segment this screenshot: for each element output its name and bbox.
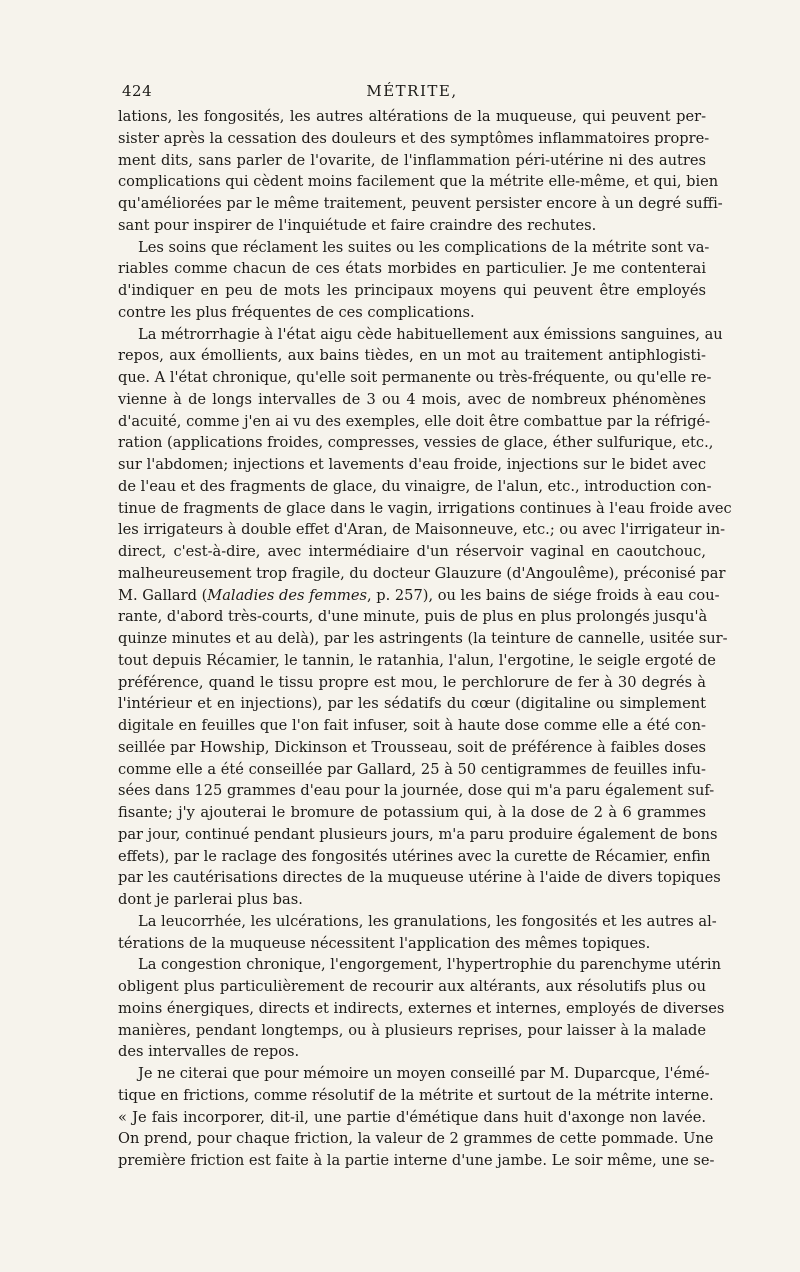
text-line: qu'améliorées par le même traitement, peuvent persister encore à un degré suffi- <box>118 195 723 212</box>
text-line: sées dans 125 grammes d'eau pour la journée, dose qui m'a paru également suf- <box>118 782 715 800</box>
text-line: La congestion chronique, l'engorgement, l'hypertrophie du parenchyme utérin <box>138 956 721 974</box>
text-line: de l'eau et des fragments de glace, du vinaigre, de l'alun, etc., introduction con- <box>118 477 712 495</box>
text-line: préférence, quand le tissu propre est mou, le perchlorure de fer à 30 degrés à <box>118 673 706 691</box>
text-segment: , p. 257), ou les bains de siége froids à eau cou- <box>367 586 720 604</box>
text-line: complications qui cèdent moins facilement que la métrite elle-même, et qui, bien <box>118 173 719 191</box>
text-line: dont je parlerai plus bas. <box>118 891 303 908</box>
text-line: « Je fais incorporer, dit-il, une partie d'émétique dans huit d'axonge non lavée. <box>118 1108 706 1126</box>
text-line <box>118 585 720 607</box>
text-line: moins énergiques, directs et indirects, externes et internes, employés de diverses <box>118 999 725 1017</box>
text-line: manières, pendant longtemps, ou à plusieurs reprises, pour laisser à la malade <box>118 1021 706 1039</box>
italic-title: Maladies des femmes <box>207 586 367 604</box>
text-line: vienne à de longs intervalles de 3 ou 4 mois, avec de nombreux phénomènes <box>118 390 706 408</box>
text-line: comme elle a été conseillée par Gallard, 25 à 50 centigrammes de feuilles infu- <box>118 760 706 778</box>
text-line: ration (applications froides, compresses, vessies de glace, éther sulfurique, etc., <box>118 434 714 452</box>
text-line: lations, les fongosités, les autres altérations de la muqueuse, qui peuvent per- <box>118 108 706 125</box>
text-line: On prend, pour chaque friction, la valeur de 2 grammes de cette pommade. Une <box>118 1130 714 1148</box>
text-line: tinue de fragments de glace dans le vagin, irrigations continues à l'eau froide avec <box>118 499 732 517</box>
text-line: La leucorrhée, les ulcérations, les granulations, les fongosités et les autres al- <box>138 912 717 930</box>
text-line: obligent plus particulièrement de recourir aux altérants, aux résolutifs plus ou <box>118 978 706 995</box>
text-line: d'acuité, comme j'en ai vu des exemples, elle doit être combattue par la réfrigé- <box>118 412 711 430</box>
text-line: d'indiquer en peu de mots les principaux moyens qui peuvent être employés <box>118 282 706 299</box>
body-text <box>118 106 732 1172</box>
running-head <box>118 82 706 104</box>
text-line: ment dits, sans parler de l'ovarite, de l'inflammation péri-utérine ni des autres <box>118 151 706 169</box>
text-line: quinze minutes et au delà), par les astringents (la teinture de cannelle, usitée sur- <box>118 630 728 647</box>
text-line: tique en frictions, comme résolutif de la métrite et surtout de la métrite interne. <box>118 1086 714 1104</box>
text-line: riables comme chacun de ces états morbides en particulier. Je me contenterai <box>118 260 706 278</box>
text-line: sister après la cessation des douleurs et des symptômes inflammatoires propre- <box>118 129 710 147</box>
text-line: repos, aux émollients, aux bains tièdes, en un mot au traitement antiphlogisti- <box>118 347 706 365</box>
text-segment: M. Gallard ( <box>118 586 208 604</box>
text-line: l'intérieur et en injections), par les sédatifs du cœur (digitaline ou simplement <box>118 695 706 713</box>
text-line: contre les plus fréquentes de ces complications. <box>118 303 475 321</box>
text-line: tout depuis Récamier, le tannin, le ratanhia, l'alun, l'ergotine, le seigle ergoté de <box>118 651 716 669</box>
text-line: digitale en feuilles que l'on fait infuser, soit à haute dose comme elle a été con- <box>118 717 706 734</box>
text-line: par jour, continué pendant plusieurs jours, m'a paru produire également de bons <box>118 825 718 843</box>
text-line: rante, d'abord très-courts, d'une minute, puis de plus en plus prolongés jusqu'à <box>118 608 708 626</box>
text-line: malheureusement trop fragile, du docteur Glauzure (d'Angoulême), préconisé par <box>118 564 726 582</box>
text-line: direct, c'est-à-dire, avec intermédiaire d'un réservoir vaginal en caoutchouc, <box>118 543 706 560</box>
text-line: fisante; j'y ajouterai le bromure de potassium qui, à la dose de 2 à 6 grammes <box>118 804 706 821</box>
text-line: Les soins que réclament les suites ou les complications de la métrite sont va- <box>138 238 710 256</box>
text-line: Je ne citerai que pour mémoire un moyen conseillé par M. Duparcque, l'émé- <box>138 1065 710 1082</box>
text-line: effets), par le raclage des fongosités utérines avec la curette de Récamier, enfin <box>118 847 711 865</box>
text-line: des intervalles de repos. <box>118 1043 300 1061</box>
text-line: sant pour inspirer de l'inquiétude et faire craindre des rechutes. <box>118 216 597 234</box>
text-line: La métrorrhagie à l'état aigu cède habituellement aux émissions sanguines, au <box>138 325 723 343</box>
text-line: les irrigateurs à double effet d'Aran, de Maisonneuve, etc.; ou avec l'irrigateur in- <box>118 521 726 539</box>
running-title: MÉTRITE, <box>366 82 458 100</box>
text-line: par les cautérisations directes de la muqueuse utérine à l'aide de divers topiques <box>118 869 721 887</box>
text-line: sur l'abdomen; injections et lavements d'eau froide, injections sur le bidet avec <box>118 456 706 473</box>
text-line: seillée par Howship, Dickinson et Trousseau, soit de préférence à faibles doses <box>118 738 706 756</box>
text-line: que. A l'état chronique, qu'elle soit permanente ou très-fréquente, ou qu'elle re- <box>118 369 712 386</box>
text-line: première friction est faite à la partie interne d'une jambe. Le soir même, une se- <box>118 1152 715 1169</box>
text-line: térations de la muqueuse nécessitent l'application des mêmes topiques. <box>118 934 651 952</box>
page-number: 424 <box>122 82 153 100</box>
